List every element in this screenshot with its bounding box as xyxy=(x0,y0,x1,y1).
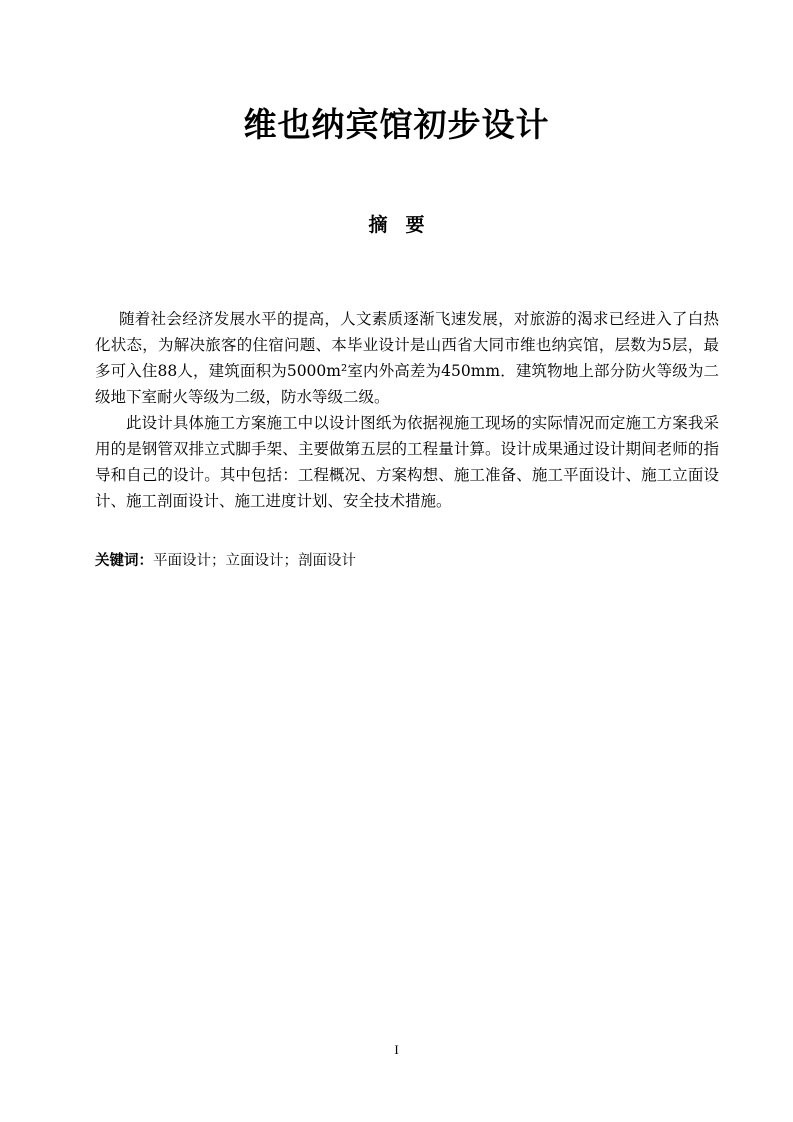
keywords-label: 关键词： xyxy=(95,553,153,569)
abstract-paragraph-2: 此设计具体施工方案施工中以设计图纸为依据视施工现场的实际情况而定施工方案我采用的是钢管双排立式脚手架、主要做第五层的工程量计算。设计成果通过设计期间老师的指导和自己的设计。其中包括：工程概况、方案构想、施工准备、施工平面设计、施工立面设计、施工剖面设计、施工进度计划、安全技术措施。 xyxy=(95,414,719,510)
abstract-body xyxy=(95,306,719,514)
keywords-line xyxy=(95,549,719,573)
abstract-paragraph-1: 随着社会经济发展水平的提高，人文素质逐渐飞速发展，对旅游的渴求已经进入了白热化状态，为解决旅客的住宿问题、本毕业设计是山西省大同市维也纳宾馆，层数为5层，最多可入住88人，建筑面积为5000m²室内外高差为450mm．建筑物地上部分防火等级为二级地下室耐火等级为二级，防水等级二级。 xyxy=(95,310,719,406)
page-number: I xyxy=(394,1042,399,1057)
document-title: 维也纳宾馆初步设计 xyxy=(243,105,550,144)
keywords-text: 平面设计；立面设计；剖面设计 xyxy=(153,553,356,569)
abstract-heading: 摘要 xyxy=(368,214,443,236)
